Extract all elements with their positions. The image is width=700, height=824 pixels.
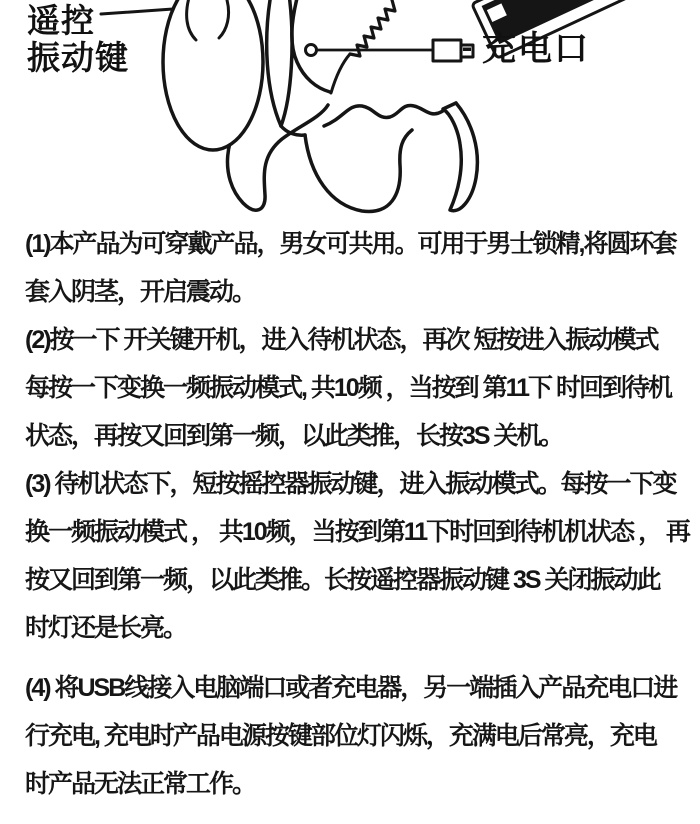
instruction-line: 套入阴茎，开启震动。 bbox=[25, 278, 256, 306]
usb-plug-icon bbox=[433, 40, 473, 61]
remote-body bbox=[163, 0, 263, 150]
instruction-line: 换一频振动模式 ， 共10频，当按到第11下时回到待机机状态 ， 再 bbox=[25, 518, 690, 546]
instruction-line: 行充电, 充电时产品电源按键部位灯闪烁，充满电后常亮，充电 bbox=[25, 722, 656, 750]
product-diagram bbox=[0, 0, 700, 216]
charge-cable bbox=[331, 54, 350, 93]
paragraph-4 bbox=[25, 664, 685, 808]
instruction-line: 时产品无法正常工作。 bbox=[25, 770, 256, 798]
cable-coil bbox=[350, 0, 395, 56]
instruction-line: 状态，再按又回到第一频，以此类推，长按3S 关机。 bbox=[25, 422, 563, 450]
instruction-line: 时灯还是长亮。 bbox=[25, 614, 187, 642]
paragraph-2 bbox=[25, 316, 685, 460]
instruction-line: 按又回到第一频，以此类推。长按遥控器振动键 3S 关闭振动此 bbox=[25, 566, 660, 594]
instruction-line: (4) 将USB线接入电脑端口或者充电器，另一端插入产品充电口进 bbox=[25, 674, 677, 702]
charge-port-dot bbox=[306, 45, 317, 56]
instruction-line: (3) 待机状态下，短按摇控器振动键，进入振动模式。每按一下变 bbox=[25, 470, 676, 498]
remote-button-label-line2: 振动键 bbox=[27, 38, 129, 76]
remote-button-label bbox=[27, 3, 129, 77]
device-right-horn bbox=[443, 103, 477, 211]
instruction-text bbox=[25, 220, 690, 808]
device-center-leg bbox=[305, 130, 412, 212]
instruction-line: (1)本产品为可穿戴产品，男女可共用。可用于男士锁精,将圆环套 bbox=[25, 230, 676, 258]
wearable-ring-drawing bbox=[227, 0, 477, 212]
instruction-line: 每按一下变换一频振动模式, 共10频 ，当按到 第11下 时回到待机 bbox=[25, 374, 671, 402]
charge-port-group bbox=[306, 40, 474, 61]
device-top-ridge bbox=[324, 103, 456, 126]
paragraph-1 bbox=[25, 220, 685, 316]
charge-port-label: 充电口 bbox=[482, 30, 590, 68]
paragraph-3 bbox=[25, 460, 690, 652]
remote-button-label-line1: 遥控 bbox=[27, 2, 95, 39]
instruction-line: (2)按一下 开关键开机，进入待机状态，再次 短按进入振动模式 bbox=[25, 326, 658, 354]
device-petal bbox=[267, 0, 292, 126]
